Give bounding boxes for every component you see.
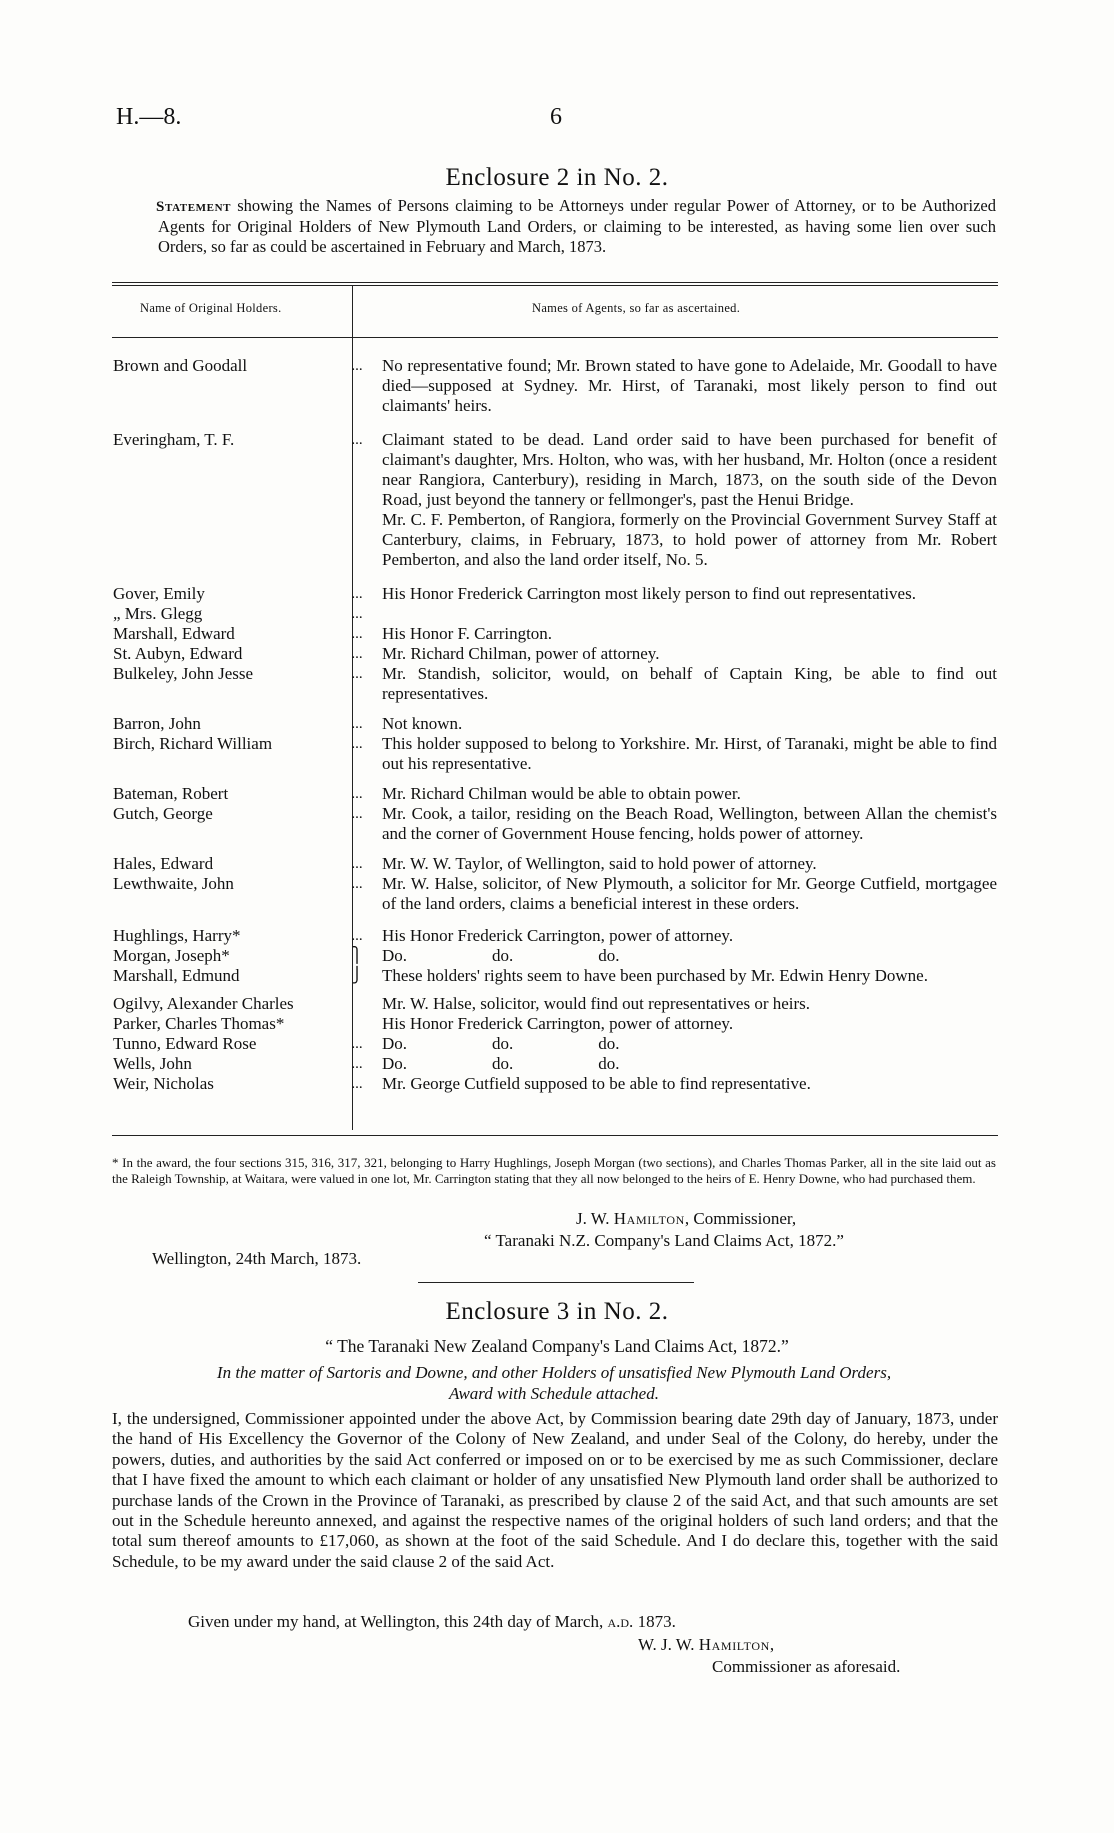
- table-row: [113, 510, 1003, 570]
- agent-description: Mr. George Cutfield supposed to be able to find representative.: [382, 1074, 811, 1093]
- holder-name: Weir, Nicholas: [113, 1074, 214, 1093]
- signatory-name: Hamilton: [613, 1209, 685, 1228]
- given-text: Given under my hand, at Wellington, this 24th day of March,: [188, 1612, 608, 1631]
- holder-name: Everingham, T. F.: [113, 430, 235, 449]
- table-row: [113, 804, 1003, 844]
- given-year: 1873.: [633, 1612, 676, 1631]
- leader-dots: ...: [351, 606, 363, 622]
- holder-name: „ Mrs. Glegg: [113, 604, 203, 623]
- holder-name: Brown and Goodall: [113, 356, 248, 375]
- agent-description: His Honor Frederick Carrington, power of attorney.: [382, 926, 734, 945]
- leader-dots: [342, 510, 372, 570]
- agent-description: Mr. Richard Chilman would be able to obtain power.: [382, 784, 741, 803]
- signatory-initials: J. W.: [576, 1209, 610, 1228]
- agent-description: Claimant stated to be dead. Land order said to have been purchased for benefit of claimant's daughter, Mrs. Holton, who was, with her husband, Mr. Holton (once a resident near Rangiora, Canterbury), residing in March, 1873, on the south side of the Devon Road, just beyond the tannery or fellmonger's, past the Henui Bridge.: [382, 430, 1002, 509]
- place-date: Wellington, 24th March, 1873.: [152, 1249, 362, 1268]
- agent-description: Do. do. do.: [382, 1054, 620, 1073]
- award-signatory-initials: W. J. W.: [638, 1635, 695, 1654]
- statement-text: showing the Names of Persons claiming to be Attorneys under regular Power of Attorney, or to be Authorized Agents for Original Holders of New Plymouth Land Orders, or claiming to be interested, as having some lien over such Orders, so far as could be ascertained in February and March, 1873.: [158, 196, 997, 256]
- table-row: [113, 1074, 1003, 1094]
- award-signature: [638, 1634, 774, 1655]
- column-header-agents: Names of Agents, so far as ascertained.: [532, 301, 741, 315]
- holder-name: Marshall, Edmund: [113, 966, 240, 985]
- act-title: “ The Taranaki New Zealand Company's Land Claims Act, 1872.”: [325, 1336, 789, 1356]
- leader-dots: ...: [351, 716, 363, 732]
- matter-line-1: In the matter of Sartoris and Downe, and other Holders of unsatisfied New Plymouth Land Orders,: [216, 1363, 892, 1382]
- award-signatory-comma: ,: [769, 1635, 775, 1654]
- holder-name: Gover, Emily: [113, 584, 205, 603]
- table-row: [113, 704, 1003, 734]
- agent-description: Mr. W. Halse, solicitor, of New Plymouth, a solicitor for Mr. George Cutfield, mortgagee of the land orders, claims a beneficial interest in these orders.: [382, 874, 1002, 913]
- enclosure-2-title: Enclosure 2 in No. 2.: [445, 164, 669, 191]
- award-signatory-name: Hamilton: [698, 1635, 770, 1654]
- leader-dots: ...: [351, 786, 363, 802]
- footnote: * In the award, the four sections 315, 316, 317, 321, belonging to Harry Hughlings, Joseph Morgan (two sections), and Charles Thomas Parker, all in the site laid out as the Raleigh Township, at Waitara, were valued in one lot, Mr. Carrington stating that they all now belonged to the heirs of E. Henry Downe, who had purchased them.: [112, 1155, 996, 1186]
- leader-dots: ...: [351, 666, 363, 682]
- table-top-rule-thin: [112, 285, 998, 286]
- leader-dots: ...: [351, 876, 363, 892]
- agent-description: [372, 604, 1003, 624]
- holder-name: Lewthwaite, John: [113, 874, 234, 893]
- holder-name: Wells, John: [113, 1054, 192, 1073]
- agent-description: Mr. C. F. Pemberton, of Rangiora, formerly on the Provincial Government Survey Staff at Canterbury, claims, in February, 1873, to hold power of attorney from Mr. Robert Pemberton, and also the land order itself, No. 5.: [382, 510, 1002, 569]
- agent-description: Do. do. do.: [382, 1034, 620, 1053]
- table-row: [113, 874, 1003, 914]
- statement-paragraph: [158, 196, 996, 257]
- table-row: [113, 624, 1003, 644]
- table-row: [113, 416, 1003, 510]
- leader-dots: ⎭: [351, 968, 363, 984]
- table-row: [113, 844, 1003, 874]
- enclosure-2-signature: [576, 1208, 796, 1229]
- leader-dots: ...: [351, 736, 363, 752]
- holder-name: Barron, John: [113, 714, 201, 733]
- leader-dots: [342, 1014, 372, 1034]
- agent-description: Mr. Standish, solicitor, would, on behalf of Captain King, be able to find out representatives.: [382, 664, 1002, 703]
- section-divider: [418, 1282, 694, 1283]
- table-row: [113, 966, 1003, 986]
- matter-heading: [110, 1362, 998, 1404]
- leader-dots: ⎫: [351, 948, 363, 964]
- column-header-holders: Name of Original Holders.: [140, 301, 282, 315]
- table-row: [113, 1054, 1003, 1074]
- holder-name: Parker, Charles Thomas*: [113, 1014, 285, 1033]
- table-row: [113, 946, 1003, 966]
- agent-description: His Honor F. Carrington.: [382, 624, 553, 643]
- agent-description: His Honor Frederick Carrington, power of attorney.: [382, 1014, 734, 1033]
- leader-dots: ...: [351, 1036, 363, 1052]
- holder-name: Marshall, Edward: [113, 624, 235, 643]
- table-row: [113, 986, 1003, 1014]
- leader-dots: ...: [351, 1056, 363, 1072]
- agent-description: This holder supposed to belong to Yorkshire. Mr. Hirst, of Taranaki, might be able to find out his representative.: [382, 734, 1002, 773]
- enclosure-3-title: Enclosure 3 in No. 2.: [445, 1298, 669, 1325]
- holder-name: Hughlings, Harry*: [113, 926, 241, 945]
- agent-description: Not known.: [382, 714, 463, 733]
- table-row: [113, 914, 1003, 946]
- signatory-role: , Commissioner,: [684, 1209, 797, 1228]
- agent-description: No representative found; Mr. Brown stated to have gone to Adelaide, Mr. Goodall to have died—supposed at Sydney. Mr. Hirst, of Taranaki, most likely person to find out claimants' heirs.: [382, 356, 1002, 415]
- agent-description: His Honor Frederick Carrington most likely person to find out representatives.: [382, 584, 916, 603]
- leader-dots: ...: [351, 358, 363, 374]
- table-bottom-rule: [112, 1135, 998, 1136]
- header-bottom-rule: [112, 337, 998, 338]
- leader-dots: ...: [351, 856, 363, 872]
- holder-name: Morgan, Joseph*: [113, 946, 230, 965]
- table-row: [113, 604, 1003, 624]
- leader-dots: ...: [351, 626, 363, 642]
- leader-dots: ...: [351, 586, 363, 602]
- holder-name: Birch, Richard William: [113, 734, 273, 753]
- page-header: [116, 104, 996, 134]
- holders-table: [113, 356, 1003, 1094]
- holder-name: Gutch, George: [113, 804, 213, 823]
- award-signatory-role: Commissioner as aforesaid.: [712, 1657, 901, 1676]
- table-top-rule: [112, 282, 998, 283]
- given-line: [188, 1612, 676, 1632]
- leader-dots: ...: [351, 1076, 363, 1092]
- table-row: [113, 1034, 1003, 1054]
- holder-name: [113, 510, 342, 570]
- agent-description: Do. do. do.: [382, 946, 620, 965]
- leader-dots: [342, 986, 372, 1014]
- holder-name: Bulkeley, John Jesse: [113, 664, 254, 683]
- table-row: [113, 734, 1003, 774]
- holder-name: Bateman, Robert: [113, 784, 229, 803]
- table-row: [113, 1014, 1003, 1034]
- table-row: [113, 356, 1003, 416]
- document-reference: H.—8.: [116, 104, 182, 130]
- agent-description: Mr. W. Halse, solicitor, would find out representatives or heirs.: [382, 994, 811, 1013]
- signatory-act: “ Taranaki N.Z. Company's Land Claims Act, 1872.”: [484, 1231, 844, 1250]
- statement-lead: Statement: [156, 199, 232, 215]
- given-ad: a.d.: [607, 1612, 634, 1631]
- table-row: [113, 664, 1003, 704]
- matter-line-2: Award with Schedule attached.: [449, 1384, 659, 1403]
- holder-name: Tunno, Edward Rose: [113, 1034, 257, 1053]
- leader-dots: ...: [351, 928, 363, 944]
- holder-name: Ogilvy, Alexander Charles: [113, 994, 294, 1013]
- table-row: [113, 774, 1003, 804]
- leader-dots: ...: [351, 646, 363, 662]
- agent-description: These holders' rights seem to have been purchased by Mr. Edwin Henry Downe.: [382, 966, 928, 985]
- table-row: [113, 570, 1003, 604]
- agent-description: Mr. W. W. Taylor, of Wellington, said to hold power of attorney.: [382, 854, 817, 873]
- agent-description: Mr. Richard Chilman, power of attorney.: [382, 644, 660, 663]
- table-row: [113, 644, 1003, 664]
- agent-description: Mr. Cook, a tailor, residing on the Beach Road, Wellington, between Allan the chemist's and the corner of Government House fencing, holds power of attorney.: [382, 804, 1002, 843]
- page-number: 6: [550, 104, 562, 130]
- leader-dots: ...: [351, 806, 363, 822]
- leader-dots: ...: [351, 432, 363, 448]
- holder-name: Hales, Edward: [113, 854, 214, 873]
- holder-name: St. Aubyn, Edward: [113, 644, 243, 663]
- award-paragraph: I, the undersigned, Commissioner appointed under the above Act, by Commission bearing date 29th day of January, 1873, under the hand of His Excellency the Governor of the Colony of New Zealand, and under Seal of the Colony, do hereby, under the powers, duties, and authorities by the said Act conferred or imposed on or to be exercised by me as such Commissioner, declare that I have fixed the amount to which each claimant or holder of any unsatisfied New Plymouth land order shall be authorized to purchase lands of the Crown in the Province of Taranaki, as prescribed by clause 2 of the said Act, and that such amounts are set out in the Schedule hereunto annexed, and against the respective names of the original holders of such land orders; and that the total sum thereof amounts to £17,060, as shown at the foot of the said Schedule. And I do declare this, together with the said Schedule, to be my award under the said clause 2 of the said Act.: [112, 1409, 998, 1571]
